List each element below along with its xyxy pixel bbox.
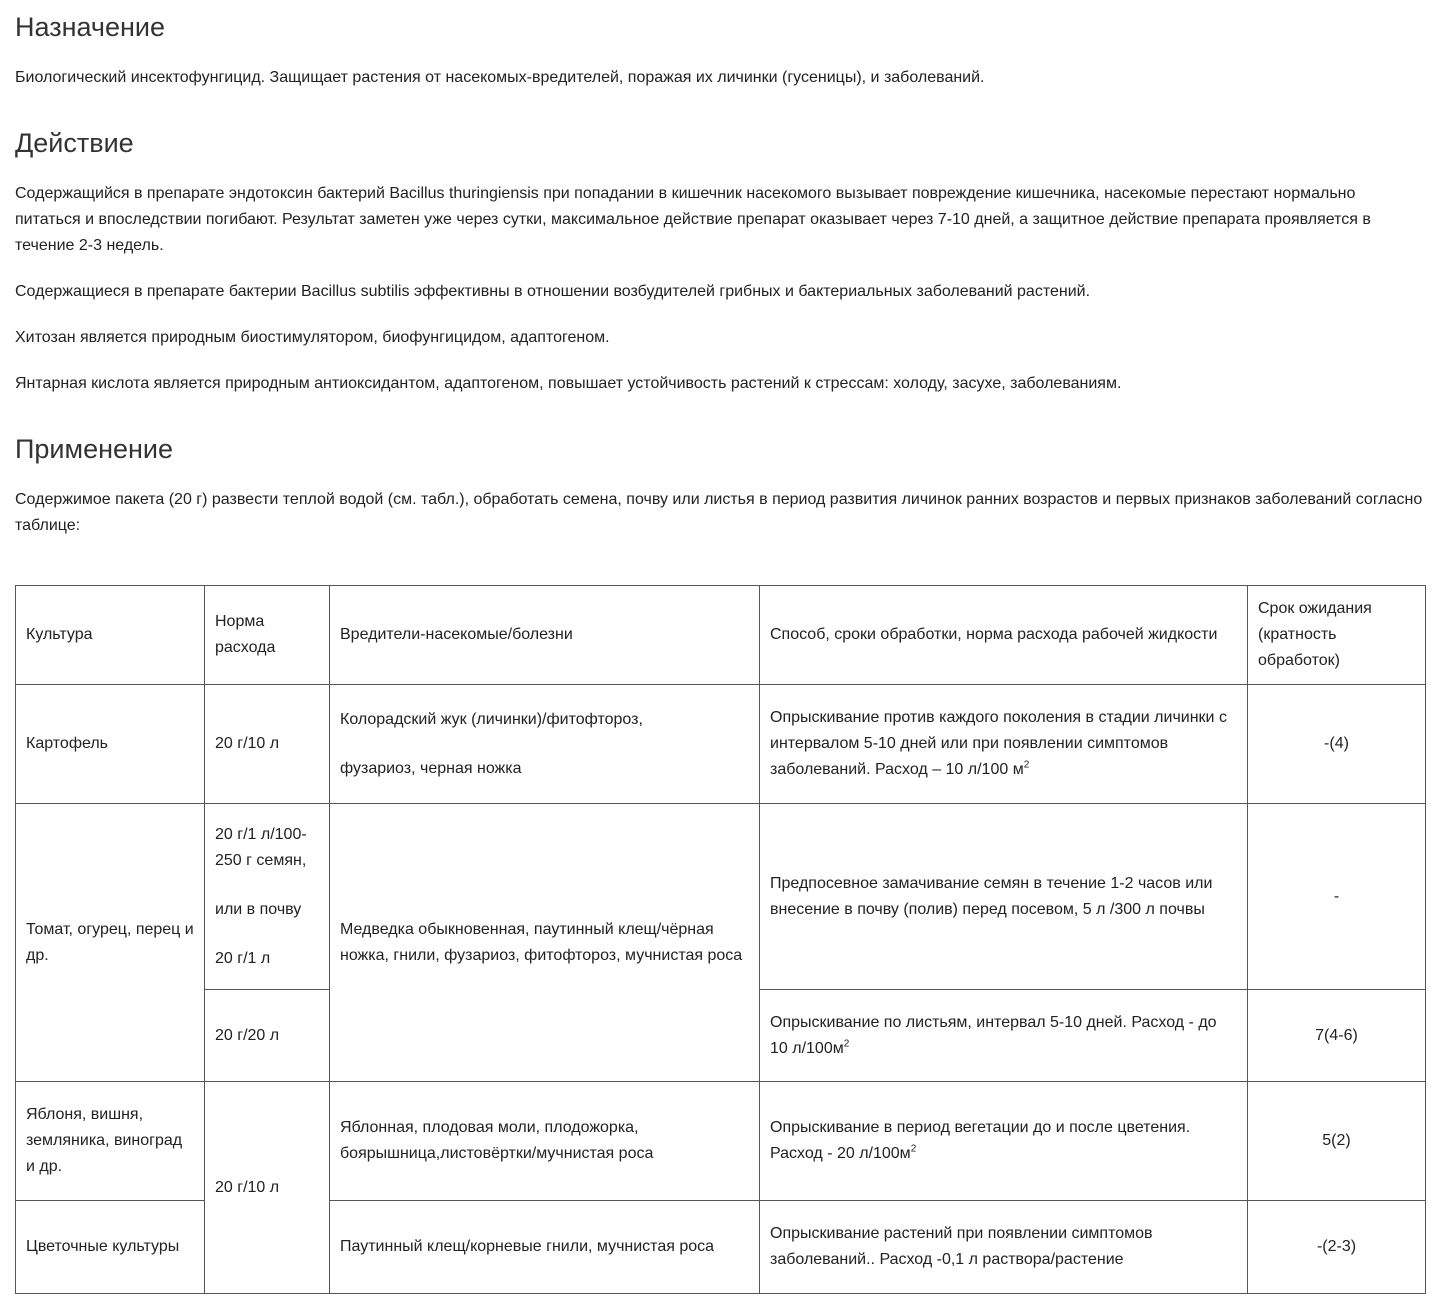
- header-pests: Вредители-насекомые/болезни: [330, 586, 760, 685]
- usage-text: Содержимое пакета (20 г) развести теплой водой (см. табл.), обработать семена, почву или листья в период развития личинок ранних возрастов и первых признаков заболеваний согласно таблице:: [15, 491, 1423, 534]
- superscript: 2: [1023, 759, 1030, 771]
- table-header-row: [16, 586, 1426, 685]
- cell-culture: Яблоня, вишня, земляника, виноград и др.: [16, 1082, 205, 1201]
- cell-wait: 7(4-6): [1248, 990, 1426, 1082]
- cell-rate: 20 г/20 л: [205, 990, 330, 1082]
- cell-method: Опрыскивание по листьям, интервал 5-10 дней. Расход - до 10 $л/100м^2$: [760, 990, 1248, 1082]
- header-rate: Норма расхода: [205, 586, 330, 685]
- cell-wait: -(2-3): [1248, 1201, 1426, 1294]
- cell-pests: Паутинный клещ/корневые гнили, мучнистая роса: [330, 1201, 760, 1294]
- section-heading-usage: Применение: [15, 434, 174, 464]
- cell-rate: 20 г/10 л: [205, 1082, 330, 1294]
- cell-pests: Яблонная, плодовая моли, плодожорка, боярышница,листовёртки/мучнистая роса: [330, 1082, 760, 1201]
- cell-culture: Цветочные культуры: [16, 1201, 205, 1294]
- cell-pests-line: фузариоз, черная ножка: [340, 759, 522, 777]
- table-row: [16, 804, 1426, 990]
- header-wait: Срок ожидания (кратность обработок): [1248, 586, 1426, 685]
- cell-culture: Картофель: [16, 685, 205, 804]
- cell-method: Опрыскивание в период вегетации до и после цветения. Расход - 20 $л/100м^2$: [760, 1082, 1248, 1201]
- superscript: 2: [843, 1038, 850, 1050]
- cell-culture: Томат, огурец, перец и др.: [16, 804, 205, 1082]
- purpose-text: Биологический инсектофунгицид. Защищает растения от насекомых-вредителей, поражая их личинки (гусеницы), и заболеваний.: [15, 69, 985, 86]
- action-paragraph: Янтарная кислота является природным антиоксидантом, адаптогеном, повышает устойчивость растений к стрессам: холоду, засухе, заболеваниям.: [15, 375, 1122, 392]
- cell-rate-line: 20 г/1 л: [215, 949, 271, 967]
- table-row: [16, 1082, 1426, 1201]
- cell-method: Предпосевное замачивание семян в течение 1-2 часов или внесение в почву (полив) перед посевом, 5 л /300 л почвы: [760, 804, 1248, 990]
- cell-wait: -: [1248, 804, 1426, 990]
- cell-pests-line: Колорадский жук (личинки)/фитофтороз,: [340, 710, 643, 728]
- action-paragraph: Содержащийся в препарате эндотоксин бактерий Bacillus thuringiensis при попадании в кишечник насекомого вызывает повреждение кишечника, насекомые перестают нормально питаться и впоследствии погибают. Результат заметен уже через сутки, максимальное действие препарат оказывает через 7-10 дней, а защитное действие препарата проявляется в течение 2-3 недель.: [15, 185, 1371, 254]
- cell-rate-line: 20 г/1 л/100-250 г семян,: [215, 825, 307, 869]
- action-paragraph: Содержащиеся в препарате бактерии Bacillus subtilis эффективны в отношении возбудителей грибных и бактериальных заболеваний растений.: [15, 283, 1091, 300]
- header-method: Способ, сроки обработки, норма расхода рабочей жидкости: [760, 586, 1248, 685]
- header-culture: Культура: [16, 586, 205, 685]
- cell-wait: 5(2): [1248, 1082, 1426, 1201]
- superscript: 2: [910, 1143, 917, 1155]
- section-heading-purpose: Назначение: [15, 12, 166, 42]
- cell-rate: [205, 804, 330, 990]
- table-row: [16, 685, 1426, 804]
- cell-pests: [330, 685, 760, 804]
- dosage-table: [15, 585, 1426, 1294]
- cell-rate-line: или в почву: [215, 900, 302, 918]
- cell-pests: Медведка обыкновенная, паутинный клещ/чёрная ножка, гнили, фузариоз, фитофтороз, мучнистая роса: [330, 804, 760, 1082]
- cell-method: Опрыскивание растений при появлении симптомов заболеваний.. Расход -0,1 л раствора/растение: [760, 1201, 1248, 1294]
- cell-rate: 20 г/10 л: [205, 685, 330, 804]
- section-heading-action: Действие: [15, 128, 134, 158]
- cell-method: Опрыскивание против каждого поколения в стадии личинки с интервалом 5-10 дней или при появлении симптомов заболеваний. Расход – 10 л/100 $м^2$: [760, 685, 1248, 804]
- cell-wait: -(4): [1248, 685, 1426, 804]
- action-paragraph: Хитозан является природным биостимулятором, биофунгицидом, адаптогеном.: [15, 329, 610, 346]
